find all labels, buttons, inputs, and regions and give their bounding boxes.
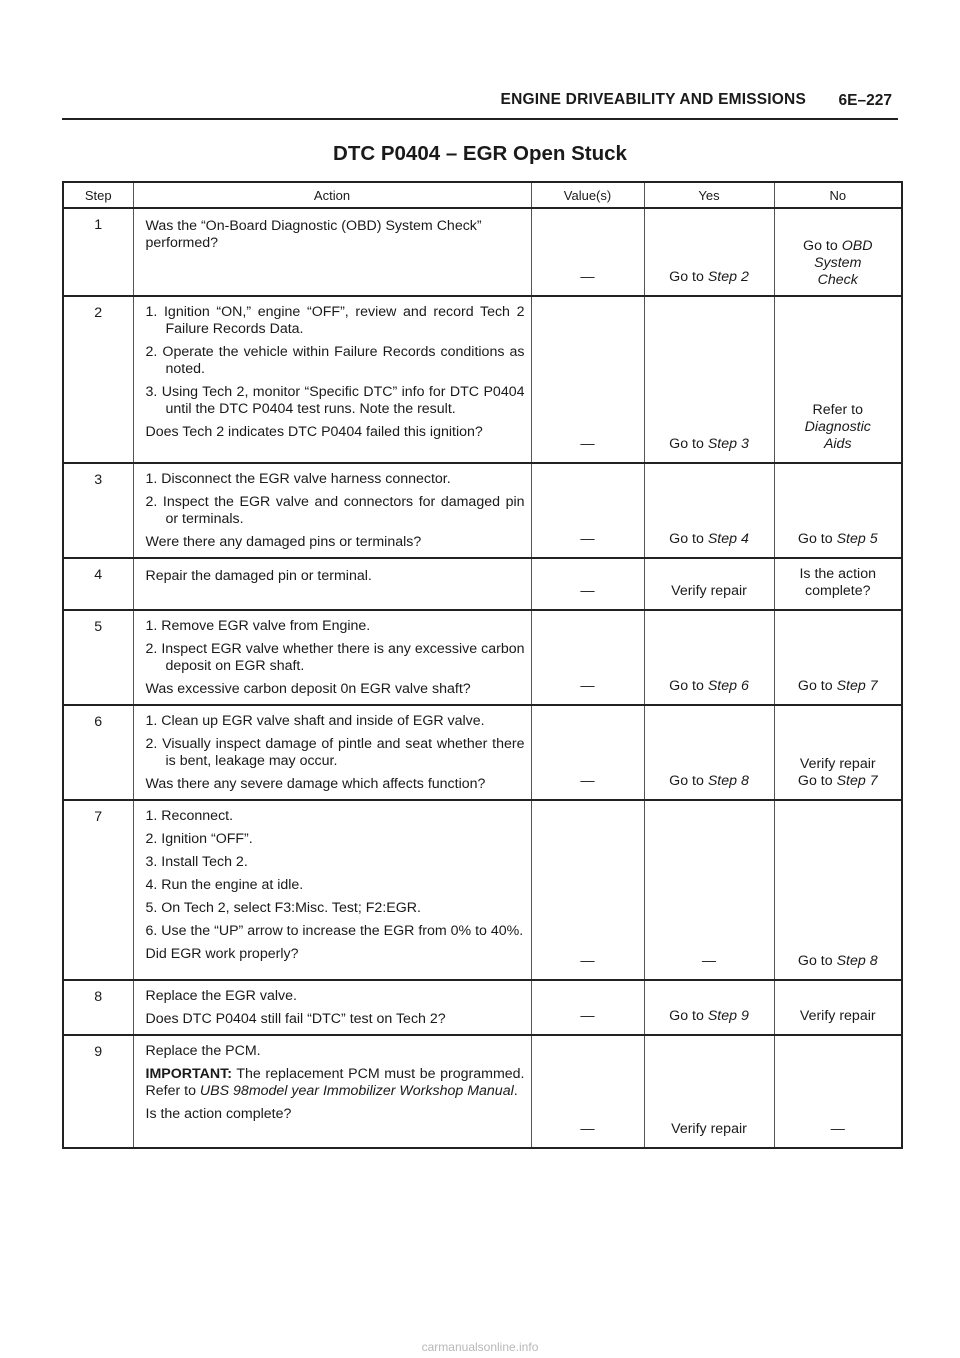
action-cell	[133, 208, 531, 296]
action-cell	[133, 980, 531, 1035]
list-item: 1. Ignition “ON,” engine “OFF”, review and record Tech 2 Failure Records Data.	[145, 304, 525, 337]
yes-cell: —	[644, 800, 774, 980]
no-cell: Refer to Diagnostic Aids	[774, 296, 902, 463]
action-cell	[133, 705, 531, 800]
table-row	[63, 558, 902, 610]
list-item: Replace the EGR valve.	[145, 988, 297, 1004]
no-cell: Go to Step 8	[774, 800, 902, 980]
action-cell	[133, 463, 531, 558]
step-number: 5	[63, 610, 133, 705]
value-cell: —	[531, 980, 644, 1035]
step-reference: Step 4	[707, 531, 749, 547]
list-item: 2. Operate the vehicle within Failure Records conditions as noted.	[145, 344, 525, 377]
step-reference: Step 2	[707, 269, 749, 285]
yes-cell: Go to Step 9	[644, 980, 774, 1035]
page-header	[62, 88, 898, 120]
no-cell: Is the action complete?	[774, 558, 902, 610]
step-reference: Step 7	[836, 678, 878, 694]
value-cell: —	[531, 800, 644, 980]
table-row	[63, 980, 902, 1035]
yes-cell: Go to Step 4	[644, 463, 774, 558]
column-header: Value(s)	[531, 182, 644, 208]
step-reference: Step 7	[836, 773, 878, 789]
no-cell: —	[774, 1035, 902, 1148]
step-number: 2	[63, 296, 133, 463]
step-reference: OBD System Check	[814, 238, 873, 288]
table-row	[63, 208, 902, 296]
list-item: 3. Install Tech 2.	[145, 854, 248, 870]
table-header-row	[63, 182, 902, 208]
step-reference: Step 3	[707, 436, 749, 452]
question: Does Tech 2 indicates DTC P0404 failed this ignition?	[145, 424, 483, 440]
table-row	[63, 800, 902, 980]
list-item: 5. On Tech 2, select F3:Misc. Test; F2:EGR.	[145, 900, 421, 916]
action-cell	[133, 558, 531, 610]
no-cell: Go to Step 5	[774, 463, 902, 558]
question: Does DTC P0404 still fail “DTC” test on Tech 2?	[145, 1011, 446, 1027]
table-row	[63, 296, 902, 463]
value-cell: —	[531, 558, 644, 610]
table-row	[63, 610, 902, 705]
step-number: 9	[63, 1035, 133, 1148]
list-item: 2. Inspect EGR valve whether there is any excessive carbon deposit on EGR shaft.	[145, 641, 525, 674]
list-item: 2. Ignition “OFF”.	[145, 831, 253, 847]
list-item: 1. Clean up EGR valve shaft and inside of EGR valve.	[145, 713, 485, 729]
table-row	[63, 1035, 902, 1148]
step-reference: Step 6	[707, 678, 749, 694]
yes-cell: Go to Step 6	[644, 610, 774, 705]
page-number: 6E–227	[838, 92, 892, 109]
action-cell	[133, 800, 531, 980]
important-label: IMPORTANT:	[145, 1066, 232, 1082]
list-item: 2. Inspect the EGR valve and connectors for damaged pin or terminals.	[145, 494, 525, 527]
yes-cell: Verify repair	[644, 1035, 774, 1148]
question: Is the action complete?	[145, 1106, 292, 1122]
value-cell: —	[531, 463, 644, 558]
list-item: 1. Reconnect.	[145, 808, 234, 824]
list-item: Replace the PCM.	[145, 1043, 261, 1059]
table-row	[63, 463, 902, 558]
yes-cell: Go to Step 3	[644, 296, 774, 463]
list-item: 2. Visually inspect damage of pintle and seat whether there is bent, leakage may occur.	[145, 736, 525, 769]
column-header: No	[774, 182, 902, 208]
question: Were there any damaged pins or terminals?	[145, 534, 422, 550]
list-item: 1. Disconnect the EGR valve harness connector.	[145, 471, 451, 487]
yes-cell: Verify repair	[644, 558, 774, 610]
value-cell: —	[531, 610, 644, 705]
yes-cell: Go to Step 8	[644, 705, 774, 800]
manual-reference: UBS 98model year Immobilizer Workshop Manual	[199, 1083, 514, 1099]
watermark-text: carmanualsonline.info	[421, 1340, 539, 1354]
column-header: Action	[133, 182, 531, 208]
important-note: IMPORTANT: The replacement PCM must be programmed. Refer to UBS 98model year Immobilizer Workshop Manual.	[145, 1066, 525, 1099]
section-title: ENGINE DRIVEABILITY AND EMISSIONS	[500, 91, 806, 108]
question: Was excessive carbon deposit 0n EGR valve shaft?	[145, 681, 471, 697]
value-cell: —	[531, 705, 644, 800]
step-number: 7	[63, 800, 133, 980]
action-cell	[133, 610, 531, 705]
yes-cell: Go to Step 2	[644, 208, 774, 296]
no-cell: Go to OBD System Check	[774, 208, 902, 296]
step-number: 6	[63, 705, 133, 800]
step-reference: Diagnostic Aids	[804, 419, 871, 452]
list-item: 3. Using Tech 2, monitor “Specific DTC” info for DTC P0404 until the DTC P0404 test runs. Note the result.	[145, 384, 525, 417]
action-cell	[133, 1035, 531, 1148]
question: Was there any severe damage which affects function?	[145, 776, 486, 792]
table-row	[63, 705, 902, 800]
step-number: 4	[63, 558, 133, 610]
list-item: 1. Remove EGR valve from Engine.	[145, 618, 371, 634]
action-cell	[133, 296, 531, 463]
column-header: Yes	[644, 182, 774, 208]
question: Did EGR work properly?	[145, 946, 299, 962]
no-cell: Verify repair	[774, 980, 902, 1035]
list-item: 4. Run the engine at idle.	[145, 877, 304, 893]
question: Repair the damaged pin or terminal.	[145, 568, 372, 584]
step-number: 3	[63, 463, 133, 558]
step-reference: Step 8	[707, 773, 749, 789]
value-cell: —	[531, 1035, 644, 1148]
value-cell: —	[531, 296, 644, 463]
no-cell: Verify repair Go to Step 7	[774, 705, 902, 800]
step-reference: Step 8	[836, 953, 878, 969]
diagnostic-table	[62, 181, 903, 1149]
no-cell: Go to Step 7	[774, 610, 902, 705]
question: Was the “On-Board Diagnostic (OBD) System Check” performed?	[145, 218, 482, 251]
step-number: 1	[63, 208, 133, 296]
page-title: DTC P0404 – EGR Open Stuck	[333, 142, 627, 165]
value-cell: —	[531, 208, 644, 296]
step-reference: Step 9	[707, 1008, 749, 1024]
list-item: 6. Use the “UP” arrow to increase the EGR from 0% to 40%.	[145, 923, 524, 939]
column-header: Step	[63, 182, 133, 208]
step-number: 8	[63, 980, 133, 1035]
step-reference: Step 5	[836, 531, 878, 547]
